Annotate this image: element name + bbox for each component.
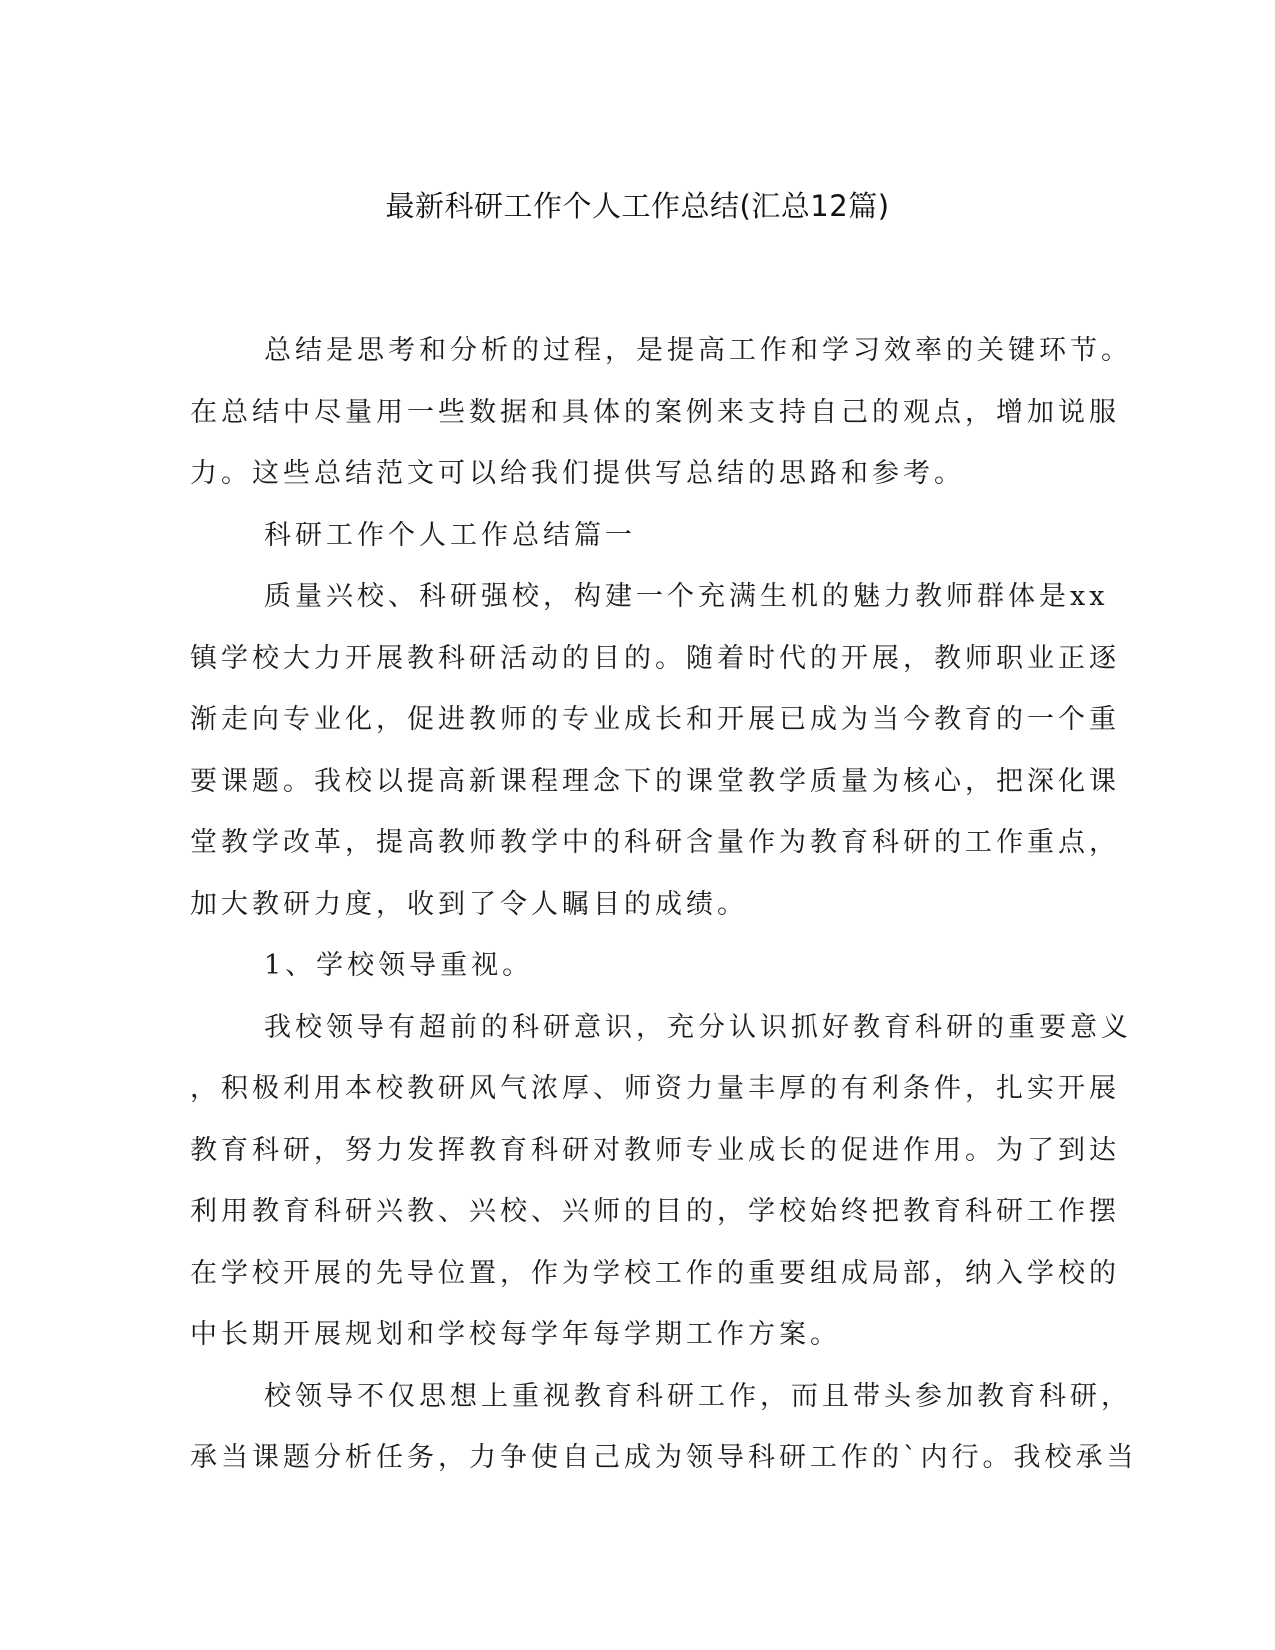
text-line: 校领导不仅思想上重视教育科研工作，而且带头参加教育科研，: [264, 1380, 1132, 1412]
text-line: ，积极利用本校教研风气浓厚、师资力量丰厚的有利条件，扎实开展: [190, 1073, 1120, 1104]
document-body: [190, 320, 1138, 1489]
text-line: 1、学校领导重视。: [264, 950, 534, 981]
text-line: 中长期开展规划和学校每学年每学期工作方案。: [190, 1319, 841, 1350]
document-title: 最新科研工作个人工作总结(汇总12篇): [385, 189, 890, 223]
text-line: 教育科研，努力发挥教育科研对教师专业成长的促进作用。为了到达: [190, 1134, 1120, 1166]
text-line: 在学校开展的先导位置，作为学校工作的重要组成局部，纳入学校的: [190, 1257, 1120, 1289]
text-line: 加大教研力度，收到了令人瞩目的成绩。: [190, 888, 748, 920]
text-line: 科研工作个人工作总结篇一: [264, 519, 636, 551]
text-line: 我校领导有超前的科研意识，充分认识抓好教育科研的重要意义: [264, 1011, 1132, 1043]
text-line: 镇学校大力开展教科研活动的目的。随着时代的开展，教师职业正逐: [190, 642, 1120, 674]
text-line: 渐走向专业化，促进教师的专业成长和开展已成为当今教育的一个重: [190, 704, 1120, 735]
text-line: 利用教育科研兴教、兴校、兴师的目的，学校始终把教育科研工作摆: [190, 1196, 1120, 1227]
text-line: 在总结中尽量用一些数据和具体的案例来支持自己的观点，增加说服: [190, 396, 1120, 428]
text-line: 堂教学改革，提高教师教学中的科研含量作为教育科研的工作重点，: [190, 827, 1120, 858]
text-line: 总结是思考和分析的过程，是提高工作和学习效率的关键环节。: [264, 335, 1132, 366]
text-line: 要课题。我校以提高新课程理念下的课堂教学质量为核心，把深化课: [190, 765, 1120, 797]
text-line: 力。这些总结范文可以给我们提供写总结的思路和参考。: [190, 458, 965, 489]
text-line: 承当课题分析任务，力争使自己成为领导科研工作的`内行。我校承当: [190, 1442, 1138, 1473]
text-line: 质量兴校、科研强校，构建一个充满生机的魅力教师群体是xx: [264, 581, 1109, 612]
